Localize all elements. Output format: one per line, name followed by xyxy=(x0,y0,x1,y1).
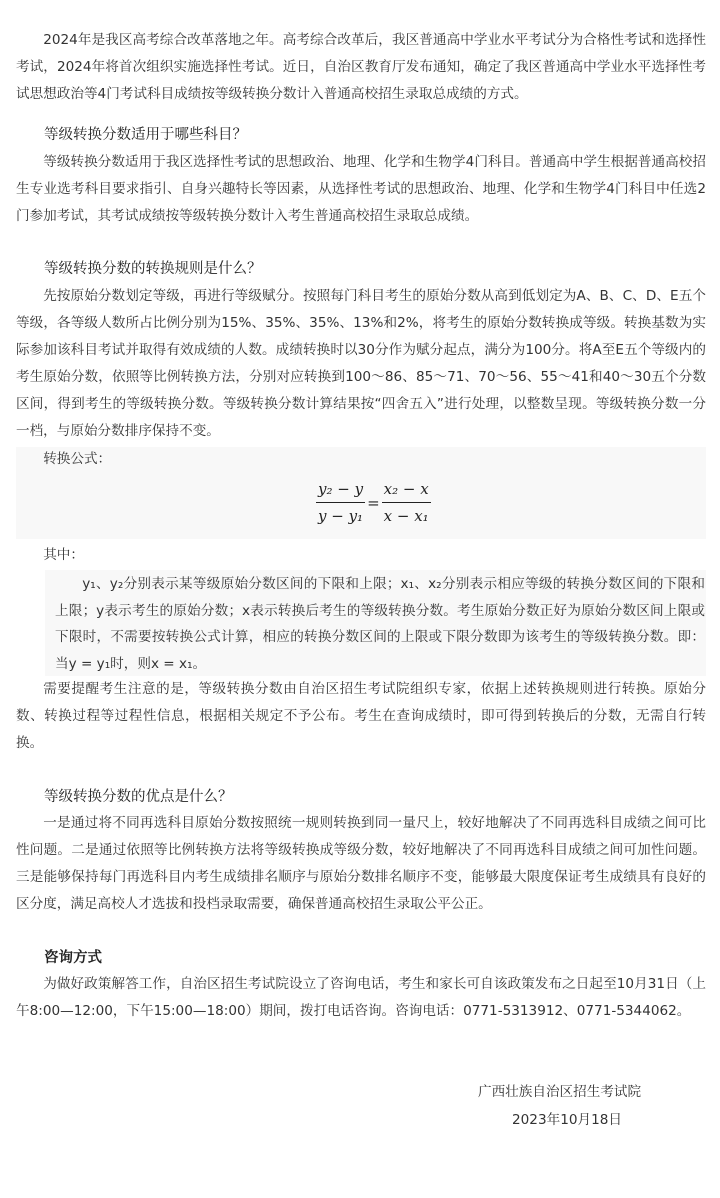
intro-paragraph: 2024年是我区高考综合改革落地之年。高考综合改革后，我区普通高中学业水平考试分为合格性考试和选择性考试，2024年将首次组织实施选择性考试。近日，自治区教育厅发布通知，确定了我区普通高中学业水平选择性考试思想政治等4门考试科目成绩按等级转换分数计入普通高校招生录取总成绩的方式。 xyxy=(16,32,706,102)
formula-left-fraction xyxy=(316,480,365,525)
signature-org: 广西壮族自治区招生考试院 xyxy=(478,1084,642,1100)
formula-left-denominator: y − y₁ xyxy=(318,507,364,525)
section-heading-contact: 咨询方式 xyxy=(44,950,102,966)
advantages-paragraph: 一是通过将不同再选科目原始分数按照统一规则转换到同一量尺上，较好地解决了不同再选科目成绩之间可比性问题。二是通过依照等比例转换方法将等级转换成等级分数，较好地解决了不同再选科目成绩之间可加性问题。三是能够保持每门再选科目内考生成绩排名顺序与原始分数排名顺序不变，能够最大限度保证考生成绩具有良好的区分度，满足高校人才选拔和投档录取需要，确保普通高校招生录取公平公正。 xyxy=(16,815,706,912)
formula-label: 转换公式： xyxy=(43,451,112,467)
formula-left-numerator: y₂ − y xyxy=(316,480,365,503)
conversion-formula xyxy=(316,480,431,525)
formula-right-denominator: x − x₁ xyxy=(383,507,429,525)
subjects-paragraph: 等级转换分数适用于我区选择性考试的思想政治、地理、化学和生物学4门科目。普通高中学生根据普通高校招生专业选考科目要求指引、自身兴趣特长等因素，从选择性考试的思想政治、地理、化学和生物学4门科目中任选2门参加考试，其考试成绩按等级转换分数计入考生普通高校招生录取总成绩。 xyxy=(16,154,706,224)
contact-paragraph: 为做好政策解答工作，自治区招生考试院设立了咨询电话，考生和家长可自该政策发布之日起至10月31日（上午8:00—12:00，下午15:00—18:00）期间，拨打电话咨询。咨询电话：0771-5313912、0771-5344062。 xyxy=(16,976,706,1019)
formula-equals: = xyxy=(367,493,380,512)
explanation-paragraph: y₁、y₂分别表示某等级原始分数区间的下限和上限；x₁、x₂分别表示相应等级的转换分数区间的下限和上限；y表示考生的原始分数；x表示转换后考生的等级转换分数。考生原始分数正好为原始分数区间上限或下限时，不需要按转换公式计算，相应的转换分数区间的上限或下限分数即为该考生的等级转换分数。即：当y = y₁时，则x = x₁。 xyxy=(55,576,705,672)
note-paragraph: 需要提醒考生注意的是，等级转换分数由自治区招生考试院组织专家，依据上述转换规则进行转换。原始分数、转换过程等过程性信息，根据相关规定不予公布。考生在查询成绩时，即可得到转换后的分数，无需自行转换。 xyxy=(16,681,706,751)
section-heading-rules: 等级转换分数的转换规则是什么？ xyxy=(44,261,262,277)
where-label: 其中： xyxy=(43,547,84,563)
signature-date: 2023年10月18日 xyxy=(512,1112,622,1128)
section-heading-advantages: 等级转换分数的优点是什么？ xyxy=(44,789,233,805)
formula-right-numerator: x₂ − x xyxy=(382,480,431,503)
rules-paragraph: 先按原始分数划定等级，再进行等级赋分。按照每门科目考生的原始分数从高到低划定为A、B、C、D、E五个等级，各等级人数所占比例分别为15%、35%、35%、13%和2%，将考生的原始分数转换成等级。转换基数为实际参加该科目考试并取得有效成绩的人数。成绩转换时以30分作为赋分起点，满分为100分。将A至E五个等级内的考生原始分数，依照等比例转换方法，分别对应转换到100～86、85～71、70～56、55～41和40～30五个分数区间，得到考生的等级转换分数。等级转换分数计算结果按“四舍五入”进行处理，以整数呈现。等级转换分数一分一档，与原始分数排序保持不变。 xyxy=(16,288,706,439)
formula-right-fraction xyxy=(382,480,431,525)
section-heading-subjects: 等级转换分数适用于哪些科目？ xyxy=(44,127,247,143)
